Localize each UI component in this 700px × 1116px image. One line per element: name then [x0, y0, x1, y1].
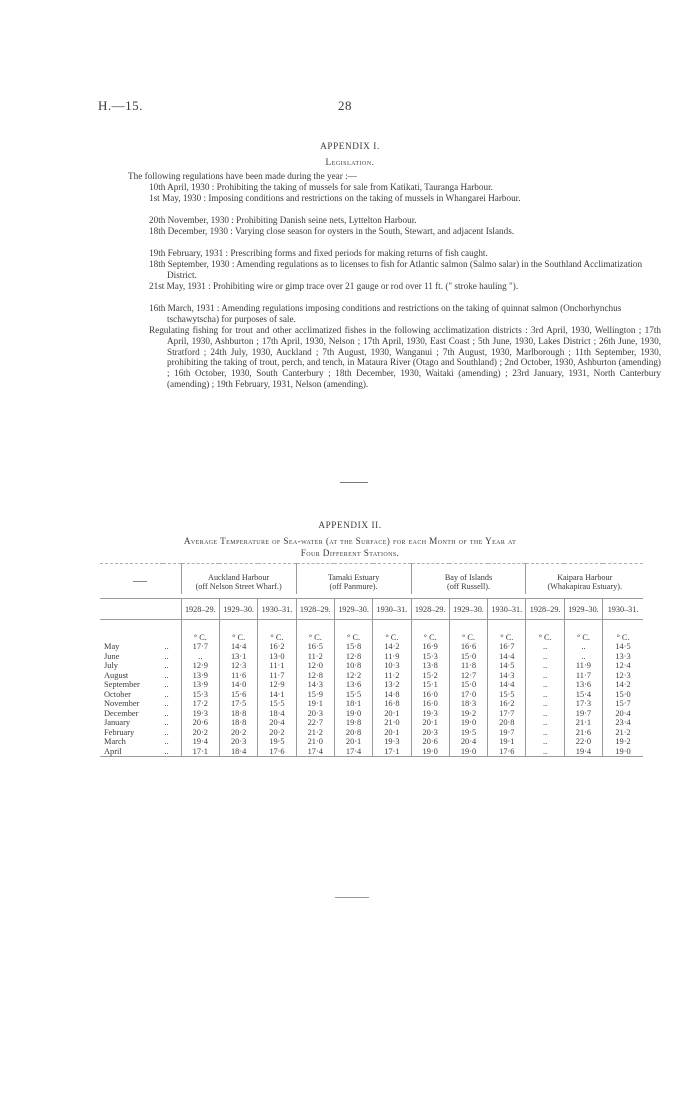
- temperature-cell: 13·6: [564, 680, 602, 690]
- temperature-cell: 15·0: [449, 680, 487, 690]
- temperature-cell: 18·8: [219, 718, 257, 728]
- station-location: (off Panmure).: [329, 582, 378, 591]
- table-row: [100, 699, 643, 709]
- temperature-cell: 13·8: [411, 661, 449, 671]
- temperature-cell: 15·5: [258, 699, 296, 709]
- temperature-cell: 13·6: [334, 680, 372, 690]
- leader-dots: ..: [164, 680, 169, 689]
- temperature-cell: 14·2: [373, 642, 411, 652]
- temperature-cell: 20·4: [258, 718, 296, 728]
- temperature-cell: ..: [526, 718, 564, 728]
- month-label: July: [104, 661, 118, 670]
- temperature-cell: 20·2: [258, 728, 296, 738]
- temperature-cell: 17·0: [449, 690, 487, 700]
- year-header: 1930–31.: [488, 599, 526, 620]
- temperature-cell: 22·0: [564, 737, 602, 747]
- year-header: 1930–31.: [603, 599, 643, 620]
- temperature-cell: 12·8: [296, 671, 334, 681]
- station-header: [296, 564, 411, 595]
- month-label: June: [104, 651, 120, 661]
- temperature-cell: 12·4: [603, 661, 643, 671]
- year-header: 1928–29.: [296, 599, 334, 620]
- temperature-cell: 15·9: [296, 690, 334, 700]
- temperature-cell: 17·3: [564, 699, 602, 709]
- temperature-cell: 13·2: [373, 680, 411, 690]
- month-label: December: [104, 708, 139, 718]
- temperature-cell: 14·2: [603, 680, 643, 690]
- month-label: October: [104, 689, 131, 699]
- table-row: [100, 747, 643, 757]
- station-location: (Whakapirau Estuary).: [547, 582, 623, 591]
- temperature-cell: 11·9: [564, 661, 602, 671]
- temperature-cell: ..: [526, 699, 564, 709]
- regulation-entry: 18th December, 1930 : Varying close season for oysters in the South, Stewart, and adjacent Islands.: [149, 226, 515, 236]
- leader-dots: ..: [164, 651, 169, 661]
- temperature-cell: 15·0: [603, 690, 643, 700]
- temperature-cell: 20·1: [334, 737, 372, 747]
- sea-temperature-table: [100, 563, 643, 757]
- temperature-cell: 21·1: [564, 718, 602, 728]
- station-location: (off Nelson Street Wharf.): [195, 582, 282, 591]
- station-name: Kaipara Harbour: [557, 573, 613, 582]
- temperature-cell: 12·0: [296, 661, 334, 671]
- regulation-entry: Regulating fishing for trout and other acclimatized fishes in the following acclimatization districts : 3rd April, 1930, Wellington ; 17th April, 1930, Ashburton ; 17th April, 1930, Nelson ; 17th April, 1930, East Coast ; 5th June, 1930, Lakes District ; 26th June, 1930, Stratford ; 24th July, 1930, Auckland ; 7th August, 1930, Wanganui ; 7th August, 1930, Marlborough ; 11th September, 1930, prohibiting the taking of trout, perch, and tench, in Mataura River (Otago and Southland) ; 2nd October, 1930, Ashburton (amending) ; 16th October, 1930, South Canterbury ; 18th December, 1930, Waitaki (amending) ; 23rd January, 1931, North Canterbury (amending) ; 19th February, 1931, Nelson (amending).: [149, 325, 661, 389]
- temperature-cell: 15·2: [411, 671, 449, 681]
- temperature-cell: 19·7: [564, 709, 602, 719]
- temperature-cell: 19·3: [181, 709, 219, 719]
- temperature-cell: 18·4: [219, 747, 257, 757]
- year-header: 1929–30.: [564, 599, 602, 620]
- temperature-cell: 19·2: [449, 709, 487, 719]
- leader-dots: ..: [164, 727, 169, 737]
- temperature-cell: 13·9: [181, 671, 219, 681]
- temperature-cell: 20·6: [181, 718, 219, 728]
- table-caption-line-2: Four Different Stations.: [300, 548, 400, 558]
- table-body: [100, 620, 643, 757]
- unit-label: ° C.: [334, 620, 372, 643]
- temperature-cell: 17·1: [181, 747, 219, 757]
- temperature-cell: 20·3: [219, 737, 257, 747]
- temperature-cell: 17·7: [488, 709, 526, 719]
- table-caption-line-1: Average Temperature of Sea-water (at the Surface) for each Month of the Year at: [183, 536, 517, 546]
- leader-dots: ..: [164, 746, 169, 756]
- station-name: Auckland Harbour: [208, 573, 270, 582]
- month-label: February: [104, 727, 135, 737]
- temperature-cell: 15·0: [449, 652, 487, 662]
- temperature-cell: 20·1: [411, 718, 449, 728]
- unit-label: ° C.: [181, 620, 219, 643]
- month-label: March: [104, 737, 126, 746]
- temperature-cell: 18·4: [258, 709, 296, 719]
- temperature-cell: 14·4: [488, 680, 526, 690]
- temperature-cell: 11·7: [564, 671, 602, 681]
- temperature-cell: 20·2: [219, 728, 257, 738]
- station-name: Bay of Islands: [444, 573, 493, 582]
- leader-dots: ..: [164, 689, 169, 699]
- regulations-intro: The following regulations have been made during the year :—: [128, 171, 357, 181]
- unit-label: ° C.: [373, 620, 411, 643]
- temperature-cell: ..: [526, 690, 564, 700]
- leader-dots: ..: [164, 670, 169, 680]
- table-row: [100, 680, 643, 690]
- temperature-cell: 19·0: [411, 747, 449, 757]
- temperature-cell: 10·3: [373, 661, 411, 671]
- appendix-1-subtitle: Legislation.: [325, 157, 375, 167]
- month-label: January: [104, 718, 131, 727]
- leader-dots: ..: [164, 642, 169, 651]
- temperature-cell: 11·2: [373, 671, 411, 681]
- temperature-cell: 16·9: [411, 642, 449, 652]
- temperature-cell: 15·8: [334, 642, 372, 652]
- temperature-cell: 11·7: [258, 671, 296, 681]
- temperature-cell: 16·0: [411, 690, 449, 700]
- temperature-cell: 12·3: [603, 671, 643, 681]
- temperature-cell: 15·5: [488, 690, 526, 700]
- regulation-entry: 16th March, 1931 : Amending regulations imposing conditions and restrictions on the taking of quinnat salmon (Onchorhynchus tschawytscha) for purposes of sale.: [149, 303, 622, 324]
- leader-dots: ..: [164, 661, 169, 670]
- report-code: H.—15.: [98, 98, 143, 113]
- station-header: [181, 564, 296, 595]
- temperature-cell: 19·5: [258, 737, 296, 747]
- temperature-cell: 17·7: [181, 642, 219, 652]
- temperature-cell: 17·6: [258, 747, 296, 757]
- temperature-cell: 11·8: [449, 661, 487, 671]
- temperature-cell: 15·6: [219, 690, 257, 700]
- temperature-cell: 20·4: [603, 709, 643, 719]
- year-header: 1928–29.: [411, 599, 449, 620]
- temperature-cell: 20·1: [373, 728, 411, 738]
- temperature-cell: 14·3: [296, 680, 334, 690]
- month-label: August: [104, 670, 129, 680]
- temperature-cell: 17·4: [334, 747, 372, 757]
- unit-label: ° C.: [526, 620, 564, 643]
- table-row: [100, 709, 643, 719]
- temperature-cell: 12·3: [219, 661, 257, 671]
- temperature-cell: 16·5: [296, 642, 334, 652]
- temperature-cell: 14·0: [219, 680, 257, 690]
- temperature-cell: 19·5: [449, 728, 487, 738]
- temperature-cell: ..: [564, 652, 602, 662]
- appendix-1-title: APPENDIX I.: [320, 141, 380, 151]
- unit-label: ° C.: [219, 620, 257, 643]
- temperature-cell: 19·1: [488, 737, 526, 747]
- temperature-cell: 13·3: [603, 652, 643, 662]
- month-label: September: [104, 680, 140, 689]
- station-name: Tamaki Estuary: [327, 573, 380, 582]
- regulation-entry: 21st May, 1931 : Prohibiting wire or gimp trace over 21 gauge or rod over 11 ft. (" stroke hauling ").: [149, 281, 519, 291]
- temperature-cell: 20·3: [411, 728, 449, 738]
- temperature-cell: 14·1: [258, 690, 296, 700]
- temperature-cell: ..: [526, 671, 564, 681]
- temperature-cell: 19·0: [449, 747, 487, 757]
- temperature-cell: 20·4: [449, 737, 487, 747]
- temperature-cell: ..: [526, 737, 564, 747]
- temperature-cell: 19·3: [411, 709, 449, 719]
- temperature-cell: 16·8: [373, 699, 411, 709]
- temperature-cell: 23·4: [603, 718, 643, 728]
- temperature-cell: ..: [564, 642, 602, 652]
- temperature-cell: 13·0: [258, 652, 296, 662]
- regulation-entry: 20th November, 1930 : Prohibiting Danish seine nets, Lyttelton Harbour.: [149, 215, 417, 225]
- temperature-cell: 12·8: [334, 652, 372, 662]
- leader-dots: ..: [164, 718, 169, 727]
- year-header: 1928–29.: [181, 599, 219, 620]
- unit-label: ° C.: [296, 620, 334, 643]
- temperature-cell: 14·8: [373, 690, 411, 700]
- temperature-cell: 21·6: [564, 728, 602, 738]
- temperature-cell: 17·6: [488, 747, 526, 757]
- temperature-cell: 15·3: [411, 652, 449, 662]
- month-label: May: [104, 642, 120, 651]
- temperature-cell: 17·5: [219, 699, 257, 709]
- temperature-cell: 19·7: [488, 728, 526, 738]
- temperature-cell: 11·1: [258, 661, 296, 671]
- temperature-cell: ..: [526, 661, 564, 671]
- temperature-cell: 15·7: [603, 699, 643, 709]
- temperature-cell: 19·1: [296, 699, 334, 709]
- month-label: November: [104, 699, 140, 708]
- temperature-cell: 19·8: [334, 718, 372, 728]
- temperature-cell: 13·1: [219, 652, 257, 662]
- temperature-cell: 19·0: [449, 718, 487, 728]
- temperature-cell: 17·2: [181, 699, 219, 709]
- temperature-cell: 12·9: [181, 661, 219, 671]
- temperature-cell: 19·3: [373, 737, 411, 747]
- temperature-cell: 16·2: [258, 642, 296, 652]
- corner-dash-cell: [100, 564, 181, 599]
- temperature-cell: ..: [526, 709, 564, 719]
- temperature-cell: 15·4: [564, 690, 602, 700]
- temperature-cell: 19·0: [334, 709, 372, 719]
- regulation-entry: 1st May, 1930 : Imposing conditions and restrictions on the taking of mussels in Whangarei Harbour.: [149, 193, 521, 203]
- temperature-cell: 21·2: [296, 728, 334, 738]
- temperature-cell: 19·2: [603, 737, 643, 747]
- temperature-cell: 12·7: [449, 671, 487, 681]
- temperature-cell: 18·3: [449, 699, 487, 709]
- temperature-cell: 15·1: [411, 680, 449, 690]
- temperature-cell: ..: [526, 680, 564, 690]
- table-row: [100, 652, 643, 662]
- unit-label: ° C.: [564, 620, 602, 643]
- regulation-entry: 18th September, 1930 : Amending regulations as to licenses to fish for Atlantic salmon (Salmo salar) in the Southland Acclimatization District.: [149, 259, 643, 280]
- temperature-cell: ..: [526, 747, 564, 757]
- temperature-cell: 17·1: [373, 747, 411, 757]
- table-row: [100, 642, 643, 652]
- temperature-cell: 14·5: [603, 642, 643, 652]
- temperature-cell: ..: [526, 642, 564, 652]
- table-row: [100, 718, 643, 728]
- temperature-cell: 15·3: [181, 690, 219, 700]
- year-header: 1930–31.: [258, 599, 296, 620]
- temperature-cell: 15·5: [334, 690, 372, 700]
- year-header: 1929–30.: [219, 599, 257, 620]
- unit-label: ° C.: [488, 620, 526, 643]
- temperature-cell: 18·8: [219, 709, 257, 719]
- regulation-entry: 10th April, 1930 : Prohibiting the taking of mussels for sale from Katikati, Tauranga Harbour.: [149, 182, 493, 192]
- temperature-cell: 12·2: [334, 671, 372, 681]
- table-row: [100, 690, 643, 700]
- year-header: 1930–31.: [373, 599, 411, 620]
- temperature-cell: 14·4: [219, 642, 257, 652]
- temperature-cell: 20·6: [411, 737, 449, 747]
- temperature-cell: 11·9: [373, 652, 411, 662]
- table-row: [100, 737, 643, 747]
- temperature-cell: 16·7: [488, 642, 526, 652]
- temperature-cell: 16·0: [411, 699, 449, 709]
- year-header: 1929–30.: [449, 599, 487, 620]
- temperature-cell: 21·0: [296, 737, 334, 747]
- year-header: 1929–30.: [334, 599, 372, 620]
- month-label: April: [104, 746, 122, 756]
- temperature-cell: ..: [181, 652, 219, 662]
- station-header: [526, 564, 643, 595]
- temperature-cell: 13·9: [181, 680, 219, 690]
- temperature-cell: 21·0: [373, 718, 411, 728]
- leader-dots: ..: [164, 699, 169, 708]
- temperature-cell: 20·8: [334, 728, 372, 738]
- temperature-cell: 11·2: [296, 652, 334, 662]
- temperature-cell: 14·3: [488, 671, 526, 681]
- leader-dots: ..: [164, 708, 169, 718]
- temperature-cell: 18·1: [334, 699, 372, 709]
- temperature-cell: ..: [526, 728, 564, 738]
- temperature-cell: 20·8: [488, 718, 526, 728]
- section-divider: [340, 482, 368, 483]
- temperature-cell: 19·0: [603, 747, 643, 757]
- temperature-cell: ..: [526, 652, 564, 662]
- temperature-cell: 14·5: [488, 661, 526, 671]
- temperature-cell: 16·6: [449, 642, 487, 652]
- unit-label: ° C.: [603, 620, 643, 643]
- table-row: [100, 671, 643, 681]
- unit-label: ° C.: [258, 620, 296, 643]
- appendix-2-title: APPENDIX II.: [318, 520, 382, 530]
- temperature-cell: 22·7: [296, 718, 334, 728]
- temperature-cell: 21·2: [603, 728, 643, 738]
- leader-dots: ..: [164, 737, 169, 746]
- temperature-cell: 20·2: [181, 728, 219, 738]
- temperature-cell: 19·4: [181, 737, 219, 747]
- station-location: (off Russell).: [446, 582, 491, 591]
- temperature-cell: 17·4: [296, 747, 334, 757]
- table-row: [100, 728, 643, 738]
- regulation-entry: 19th February, 1931 : Prescribing forms and fixed periods for making returns of fish caught.: [149, 248, 488, 258]
- temperature-cell: 12·9: [258, 680, 296, 690]
- unit-label: ° C.: [411, 620, 449, 643]
- temperature-cell: 10·8: [334, 661, 372, 671]
- unit-label: ° C.: [449, 620, 487, 643]
- temperature-cell: 11·6: [219, 671, 257, 681]
- page-number: 28: [338, 98, 352, 113]
- temperature-cell: 16·2: [488, 699, 526, 709]
- temperature-cell: 14·4: [488, 652, 526, 662]
- temperature-cell: 19·4: [564, 747, 602, 757]
- temperature-cell: 20·3: [296, 709, 334, 719]
- temperature-cell: 20·1: [373, 709, 411, 719]
- year-header: 1928–29.: [526, 599, 564, 620]
- station-header: [411, 564, 526, 595]
- end-divider: [335, 897, 369, 898]
- table-row: [100, 661, 643, 671]
